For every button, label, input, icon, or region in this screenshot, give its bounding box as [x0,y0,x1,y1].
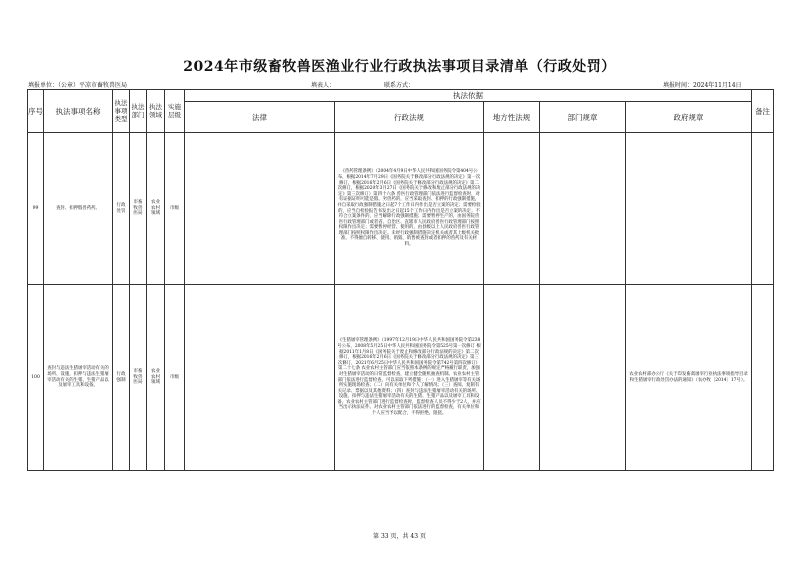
row-gov-rule [626,133,752,285]
row-law [185,285,335,471]
enforcement-table [27,89,774,471]
table-row [28,133,774,285]
row-remark [752,285,774,471]
row-level: 市级 [165,285,185,471]
row-dept: 市畜牧兽医局 [130,285,147,471]
page-footer: 第 33 页，共 43 页 [373,533,426,540]
row-type: 行政强制 [113,285,130,471]
header-type: 执法事项类型 [113,90,130,133]
row-dept-rule [540,133,626,285]
row-seq: 99 [28,133,44,285]
row-name: 查封、扣押假兽药药。 [44,133,113,285]
row-level: 市级 [165,133,185,285]
header-remark: 备注 [752,90,774,133]
row-dept: 市畜牧兽医局 [130,133,147,285]
row-gov-rule: 农业农村部办公厅《关于印发畜禽屠宰行业执法事项指导目录和生猪屠宰行政处罚办法的通知》（农办牧〔2014〕17号）。 [626,285,752,471]
header-dept: 执法部门 [130,90,147,133]
row-name: 查封与违法生猪屠宰活动有关的场所、设施，扣押与违法生猪屠宰活动有关的生猪、生猪产品以及屠宰工具和设备。 [44,285,113,471]
header-domain: 执法领域 [147,90,165,133]
header-level: 实施层级 [165,90,185,133]
header-basis: 执法依据 [185,90,752,102]
row-law [185,133,335,285]
meta-unit: 填报单位：（公章）平凉市畜牧兽医局 [28,82,128,89]
header-name: 执法事项名称 [44,90,113,133]
meta-date: 填报时间：2024年11月14日 [663,82,742,89]
row-remark [752,133,774,285]
row-seq: 100 [28,285,44,471]
row-dept-rule [540,285,626,471]
header-admin-reg: 行政法规 [335,102,484,133]
meta-contact: 联系方式： [384,82,415,89]
row-local-reg [484,133,540,285]
header-gov-rule: 政府规章 [626,102,752,133]
row-domain: 农业农村领域 [147,285,165,471]
header-law: 法律 [185,102,335,133]
row-admin-reg: 《兽药管理条例》（2004年4月9日中华人民共和国国务院令第404号公布，根据2014年7月29日《国务院关于修改部分行政法规的决定》第一次修订，根据2016年2月6日《国务院关于修改部分行政法规的决定》第二次修订，根据2020年3月27日《国务院关于修改和废止部分行政法规的决定》第三次修订）第四十六条 兽医行政管理部门依法进行监督检查时，对有证据证明可能是假、劣兽药的，应当采取查封、扣押的行政强制措施，并自采取行政强制措施之日起7个工作日内作出是否立案的决定；需要检验的，应当自检验报告书发出之日起15个工作日内作出是否立案的决定；不符合立案条件的，应当解除行政强制措施；需要暂停生产的，由国务院兽医行政管理部门或者省、自治区、直辖市人民政府兽医行政管理部门按照权限作出决定；需要暂停经营、使用的，由县级以上人民政府兽医行政管理部门按照权限作出决定。未经行政强制措施决定机关或者其上级机关批准，不得擅自转移、使用、销毁、销售被查封或者扣押的兽药及有关材料。 [335,133,484,285]
meta-filler: 填表人： [311,82,336,89]
row-domain: 农业农村领域 [147,133,165,285]
header-dept-rule: 部门规章 [540,102,626,133]
row-admin-reg: 《生猪屠宰管理条例》（1997年12月19日中华人民共和国国务院令第238号公布，2008年5月25日中华人民共和国国务院令第525号第一次修订 根据2011年1月8日《国务院关于废止和修改部分行政法规的决定》第二次修订，根据2016年2月6日《国务院关于修改部分行政法规的决定》第三次修订，2021年6月25日中华人民共和国国务院令第742号第四次修订）第二十七条 农业农村主管部门应当依照本条例的规定严格履行职责，加强对生猪屠宰活动的日常监督检查，建立健全随机抽查机制。农业农村主管部门依法进行监督检查，可以采取下列措施：（一）进入生猪屠宰等有关场所实施现场检查；（二）向有关单位和个人了解情况；（三）查阅、复制有关记录、票据以及其他资料；（四）查封与违法生猪屠宰活动有关的场所、设施，扣押与违法生猪屠宰活动有关的生猪、生猪产品以及屠宰工具和设备。农业农村主管部门进行监督检查时，监督检查人员不得少于2人，并应当出示执法证件。对农业农村主管部门依法进行的监督检查，有关单位和个人应当予以配合，不得拒绝、阻挠。 [335,285,484,471]
table-row [28,285,774,471]
header-seq: 序号 [28,90,44,133]
row-local-reg [484,285,540,471]
header-local-reg: 地方性法规 [484,102,540,133]
row-type: 行政处罚 [113,133,130,285]
page-title: 2024年市级畜牧兽医渔业行业行政执法事项目录清单（行政处罚） [183,59,616,75]
